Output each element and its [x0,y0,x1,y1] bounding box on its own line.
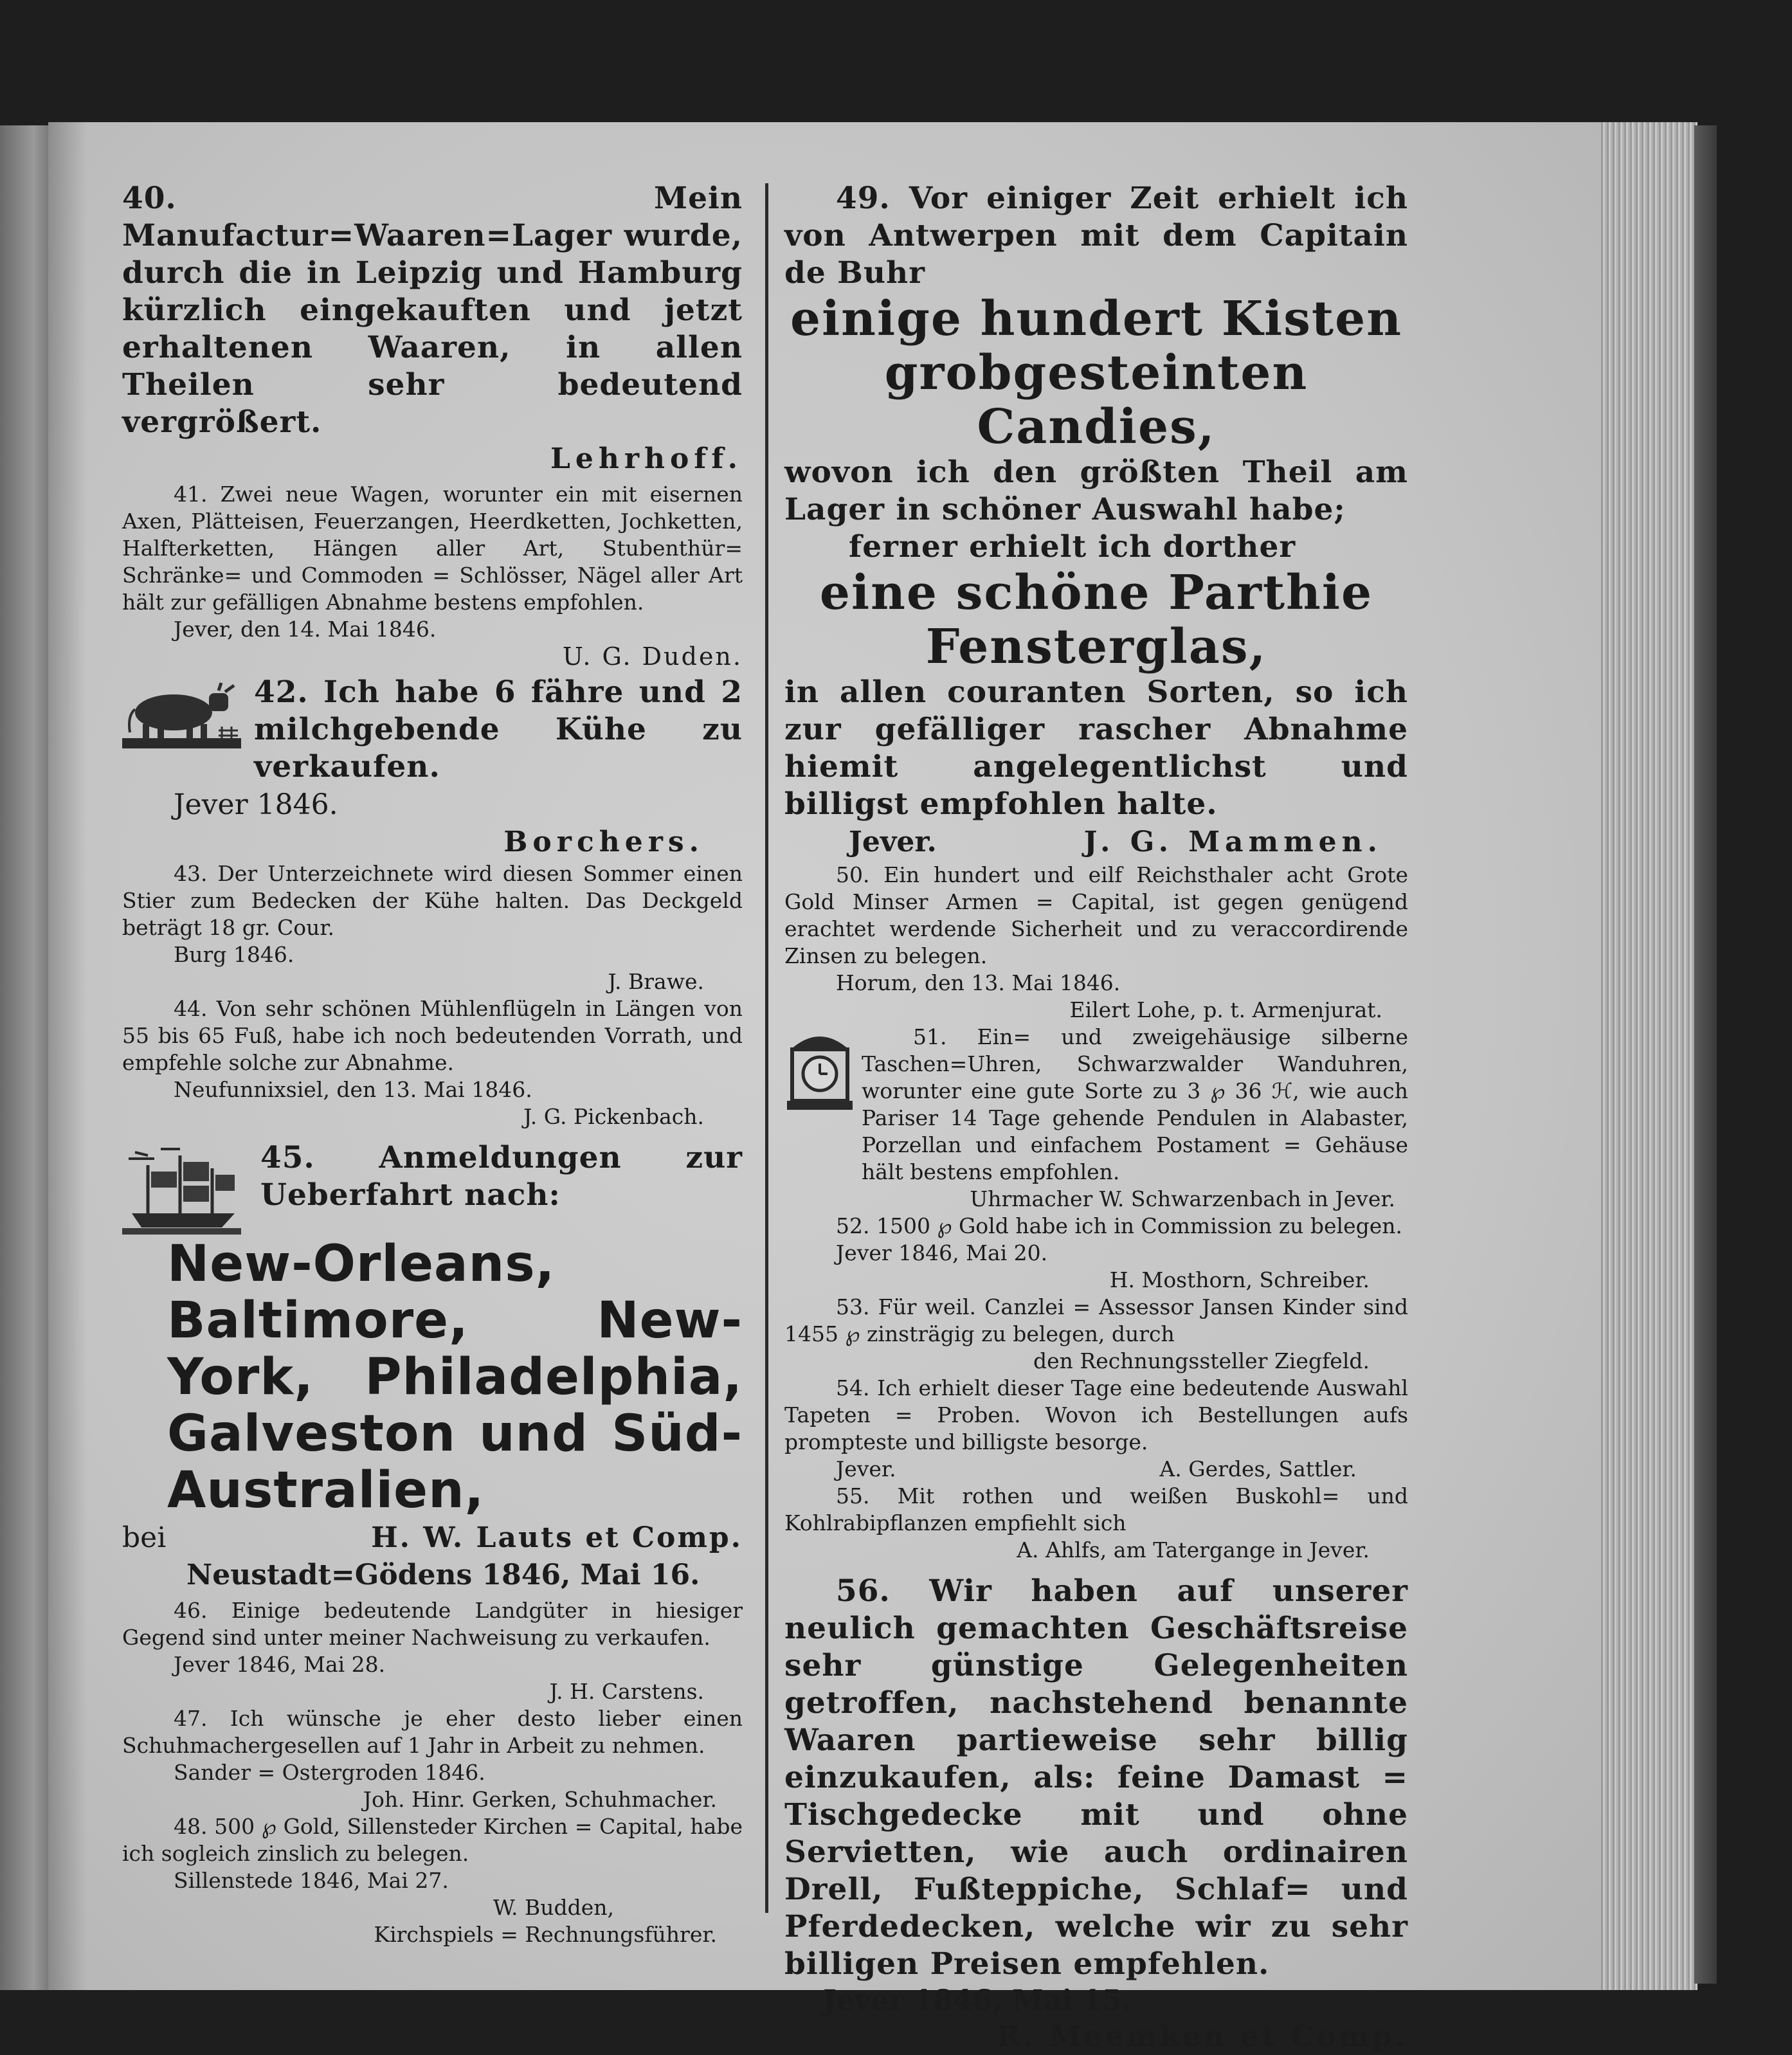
ad-44-date: Neufunnixsiel, den 13. Mai 1846. [174,1077,532,1102]
ad-47-signature: Joh. Hinr. Gerken, Schuhmacher. [363,1787,717,1812]
ad-53-signature: den Rechnungssteller Ziegfeld. [1033,1348,1370,1373]
page-stack-edge [1601,122,1697,1990]
ad-49-headline-glass: eine schöne Parthie Fensterglas, [819,565,1373,674]
ad-40-text: 40. Mein Manufactur=Waaren=Lager wurde, durch die in Leipzig und Hamburg kürzlich eingekauften und jetzt erhaltenen Waaren, in allen Theilen sehr bedeutend vergrößert. [122,181,743,440]
ad-52-text: 52. 1500 ℘ Gold habe ich in Commission zu belegen. [836,1213,1403,1238]
ad-47-date: Sander = Ostergroden 1846. [174,1760,485,1785]
ad-49-place: Jever. [849,826,937,858]
ad-47-text: 47. Ich wünsche je eher desto lieber einen Schuhmachergesellen auf 1 Jahr in Arbeit zu nehmen. [122,1706,743,1758]
ad-54-signature-row [784,1456,1408,1483]
ad-46-date: Jever 1846, Mai 28. [174,1652,386,1677]
column-rule [765,183,768,1913]
ad-55-text: 55. Mit rothen und weißen Buskohl= und Kohlrabipflanzen empfiehlt sich [784,1483,1408,1535]
ad-55-signature: A. Ahlfs, am Tatergange in Jever. [1017,1537,1370,1562]
ad-48-signature-title: Kirchspiels = Rechnungsführer. [374,1922,717,1947]
ad-42-signature: Borchers. [503,826,704,858]
ad-54-signature: A. Gerdes, Sattler. [1159,1456,1357,1481]
ad-44-text: 44. Von sehr schönen Mühlenflügeln in Längen von 55 bis 65 Fuß, habe ich noch bedeutenden Vorrath, und empfehle solche zur Abnahme. [122,996,743,1075]
ad-45-bei: bei [122,1521,167,1554]
ad-50-text: 50. Ein hundert und eilf Reichsthaler acht Grote Gold Minser Armen = Capital, ist gegen genügend erachtet werdende Sicherheit und zu veraccordirende Zinsen zu belegen. [784,862,1408,968]
ad-45-date: Neustadt=Gödens 1846, Mai 16. [186,1559,700,1591]
ad-42-text: 42. Ich habe 6 fähre und 2 milchgebende Kühe zu verkaufen. [254,674,743,784]
ad-42-date: Jever 1846. [174,788,338,821]
ad-45-destinations: New-Orleans, Baltimore, New-York, Philadelphia, Galveston und Süd-Australien, [167,1235,743,1519]
ad-40-signature: Lehrhoff. [550,442,743,475]
clock-icon [784,1024,855,1114]
ad-46-signature: J. H. Carstens. [549,1679,704,1704]
facing-page-edge [0,125,48,1990]
ad-48-date: Sillenstede 1846, Mai 27. [174,1868,449,1893]
cow-icon [122,674,241,751]
ad-44-signature: J. G. Pickenbach. [523,1104,704,1129]
ad-56-text: 56. Wir haben auf unserer neulich gemachten Geschäftsreise sehr günstige Gelegenheiten getroffen, nachstehend benannte Waaren partieweise sehr billig einzukaufen, als: feine Damast = Tischgedecke mit und ohne Servietten, wie auch ordinairen Drell, Fußteppiche, Schlaf= und Pferdedecken, welche wir zu sehr billigen Preisen empfehlen. [784,1573,1408,1982]
ad-49-signature: J. G. Mammen. [1083,826,1382,858]
ad-41-text: 41. Zwei neue Wagen, worunter ein mit eisernen Axen, Plätteisen, Feuerzangen, Heerdketten, Jochketten, Halfterketten, Hängen aller Art, Stubenthür= Schränke= und Commoden = Schlösser, Nägel aller Art hält zur gefälligen Abnahme bestens empfohlen. [122,482,743,615]
ad-49-text: in allen couranten Sorten, so ich zur gefälliger rascher Abnahme hiemit angelegentlichst und billigst empfohlen halte. [784,674,1408,822]
ad-48-signature: W. Budden, [493,1895,614,1920]
ad-52-signature: H. Mosthorn, Schreiber. [1109,1267,1370,1292]
ad-51-text: 51. Ein= und zweigehäusige silberne Taschen=Uhren, Schwarzwalder Wanduhren, worunter eine gute Sorte zu 3 ℘ 36 ℋ, wie auch Pariser 14 Tage gehende Pendulen in Alabaster, Porzellan und einfachem Postament = Gehäuse hält bestens empfohlen. [862,1024,1408,1184]
ad-49-signature-row [784,823,1408,862]
ad-48-text: 48. 500 ℘ Gold, Sillensteder Kirchen = Capital, habe ich sogleich zinslich zu belegen. [122,1814,743,1866]
ad-49-intro: 49. Vor einiger Zeit erhielt ich von Antwerpen mit dem Capitain de Buhr [784,181,1408,291]
ad-49-stock-note: wovon ich den größten Theil am Lager in schöner Auswahl habe; [784,455,1408,527]
ad-51 [784,1024,1408,1186]
book-cover [1694,125,1717,1984]
ad-54-text: 54. Ich erhielt dieser Tage eine bedeutende Auswahl Tapeten = Proben. Wovon ich Bestellungen aufs prompteste und billigste besorge. [784,1375,1408,1454]
ad-53-text: 53. Für weil. Canzlei = Assessor Jansen Kinder sind 1455 ℘ zinsträgig zu belegen, durch [784,1294,1408,1346]
ad-41-signature: U. G. Duden. [562,642,743,671]
ad-45-header [122,1139,743,1236]
ad-49-headline-candies: einige hundert Kisten grobgesteinten Candies, [790,291,1402,455]
ad-49-also-received: ferner erhielt ich dorther [849,529,1296,565]
ad-56-signature: R. Meemken et Comp. [997,2020,1408,2053]
ad-45-firm-row [122,1519,743,1557]
ad-54-place: Jever. [836,1456,896,1481]
ad-50-signature: Eilert Lohe, p. t. Armenjurat. [1069,997,1382,1022]
ad-43-signature: J. Brawe. [608,969,704,994]
ad-46-text: 46. Einige bedeutende Landgüter in hiesiger Gegend sind unter meiner Nachweisung zu verkaufen. [122,1598,743,1650]
ad-43-date: Burg 1846. [174,942,294,967]
gutter-shadow [48,122,87,1990]
right-column [784,180,1408,2055]
left-column [122,180,743,1948]
ad-45-intro: 45. Anmeldungen zur Ueberfahrt nach: [260,1140,743,1213]
ad-42 [122,674,743,786]
ad-50-date: Horum, den 13. Mai 1846. [836,970,1121,995]
ad-51-signature: Uhrmacher W. Schwarzenbach in Jever. [970,1186,1395,1211]
ad-56-date: Jever 1846, Mai 15. [823,1984,1132,2017]
ad-43-text: 43. Der Unterzeichnete wird diesen Sommer einen Stier zum Bedecken der Kühe halten. Das Deckgeld beträgt 18 gr. Cour. [122,861,743,940]
ad-45-firm: H. W. Lauts et Comp. [371,1521,743,1554]
ad-41-date: Jever, den 14. Mai 1846. [174,617,437,642]
sailing-ship-icon [122,1139,241,1236]
ad-52-date: Jever 1846, Mai 20. [836,1240,1048,1265]
